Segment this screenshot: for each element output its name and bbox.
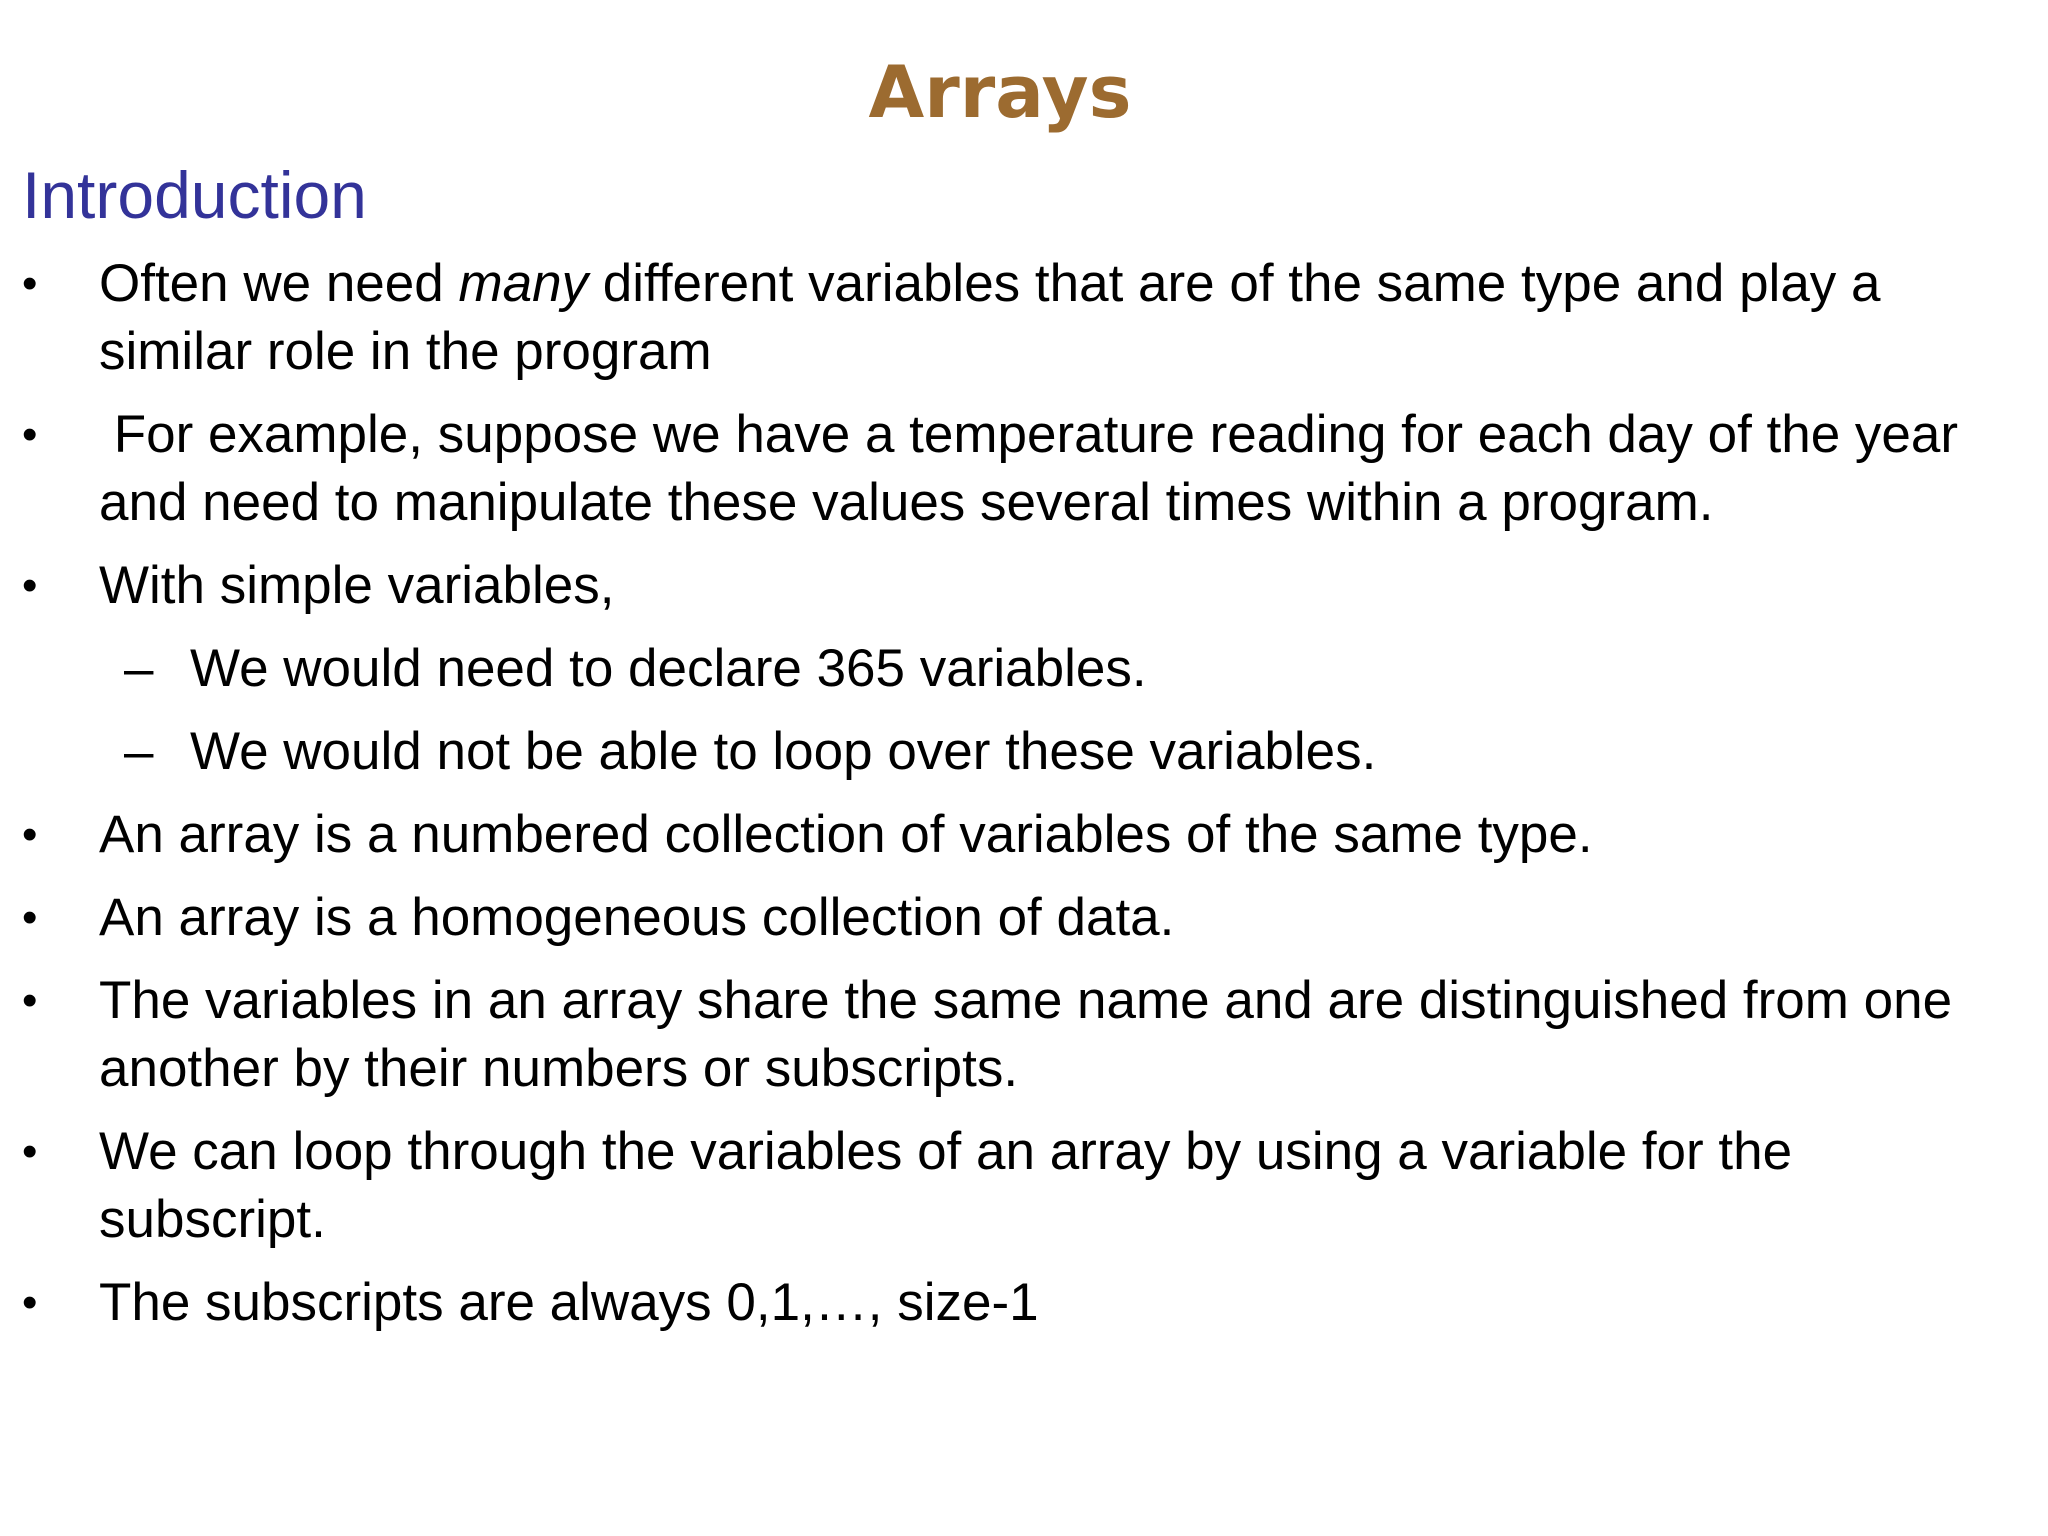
list-item — [0, 884, 2048, 952]
dash-icon: – — [124, 722, 154, 781]
list-item — [0, 401, 2048, 537]
slide-title: Arrays — [868, 50, 1132, 134]
bullet-icon: • — [22, 259, 38, 308]
bullet-text: We can loop through the variables of an array by using a variable for the subscript. — [99, 1122, 1793, 1249]
bullet-icon: • — [22, 1278, 38, 1327]
sub-bullet-text: We would not be able to loop over these variables. — [190, 722, 1377, 781]
bullet-emphasis: many — [458, 254, 589, 313]
list-item — [0, 801, 2048, 869]
bullet-icon: • — [22, 410, 38, 459]
list-item — [0, 1118, 2048, 1254]
bullet-text-part: Often we need — [99, 254, 459, 313]
list-item — [0, 250, 2048, 386]
bullet-icon: • — [22, 1127, 38, 1176]
bullet-text: The subscripts are always 0,1,…, size-1 — [99, 1273, 1039, 1332]
sub-list-item — [0, 718, 2048, 786]
list-item — [0, 552, 2048, 620]
bullet-text: For example, suppose we have a temperature reading for each day of the year and need to manipulate these values several times within a program. — [99, 405, 1973, 532]
bullet-text-part: different variables that are of the same type and play a similar role in the program — [99, 254, 1881, 381]
bullet-text: An array is a homogeneous collection of data. — [99, 888, 1175, 947]
bullet-icon: • — [22, 893, 38, 942]
bullet-list — [0, 250, 2048, 1337]
dash-icon: – — [124, 639, 154, 698]
list-item — [0, 967, 2048, 1103]
bullet-icon: • — [22, 810, 38, 859]
list-item — [0, 1269, 2048, 1337]
slide-subtitle: Introduction — [22, 158, 367, 232]
bullet-icon: • — [22, 561, 38, 610]
sub-bullet-text: We would need to declare 365 variables. — [190, 639, 1147, 698]
sub-list-item — [0, 635, 2048, 703]
bullet-icon: • — [22, 976, 38, 1025]
bullet-text: With simple variables, — [99, 556, 615, 615]
bullet-text: The variables in an array share the same name and are distinguished from one another by their numbers or subscripts. — [99, 971, 1953, 1098]
bullet-text: An array is a numbered collection of variables of the same type. — [99, 805, 1593, 864]
